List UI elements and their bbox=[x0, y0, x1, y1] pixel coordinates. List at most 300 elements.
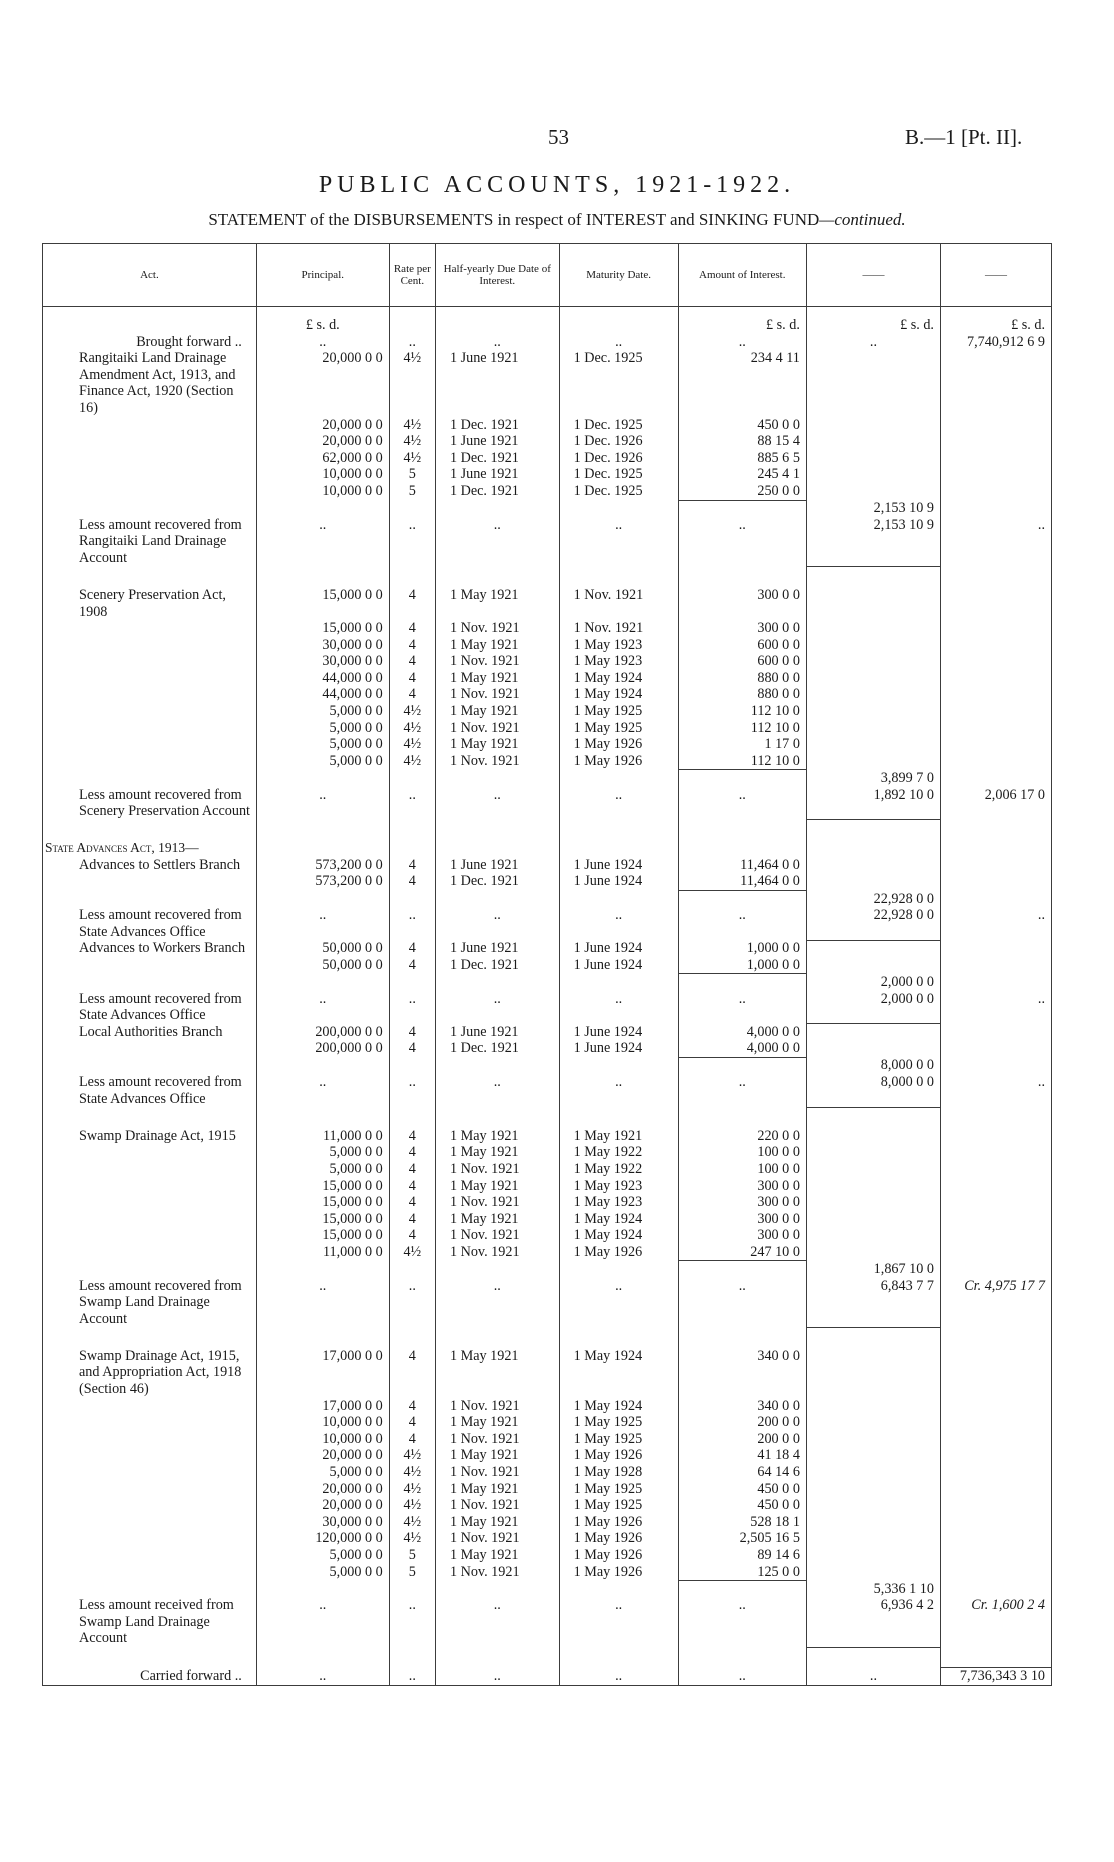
due-date-cell: 1 May 1921 bbox=[435, 670, 559, 687]
empty-cell bbox=[806, 1647, 940, 1668]
empty-cell bbox=[940, 1497, 1051, 1514]
maturity-cell: 1 June 1924 bbox=[559, 873, 678, 890]
spacer-row bbox=[43, 820, 1052, 841]
less-dots: .. bbox=[559, 1597, 678, 1647]
maturity-cell: 1 Dec. 1925 bbox=[559, 483, 678, 500]
empty-cell bbox=[435, 1581, 559, 1598]
subtotal-row bbox=[43, 974, 1052, 991]
table-row bbox=[43, 1040, 1052, 1057]
empty-cell bbox=[940, 736, 1051, 753]
rate-cell: 4 bbox=[389, 1144, 435, 1161]
rate-cell: 4 bbox=[389, 1414, 435, 1431]
principal-cell: 62,000 0 0 bbox=[256, 450, 389, 467]
rate-cell: 4½ bbox=[389, 703, 435, 720]
empty-cell bbox=[806, 1481, 940, 1498]
rate-cell: 5 bbox=[389, 1547, 435, 1564]
empty-cell bbox=[806, 1211, 940, 1228]
empty-cell bbox=[940, 670, 1051, 687]
principal-cell: 5,000 0 0 bbox=[256, 1144, 389, 1161]
cf-dots: .. bbox=[435, 1668, 559, 1686]
interest-cell: 4,000 0 0 bbox=[678, 1024, 806, 1041]
empty-cell bbox=[389, 1261, 435, 1278]
empty-cell bbox=[43, 1464, 257, 1481]
table-row bbox=[43, 433, 1052, 450]
rate-cell: 5 bbox=[389, 466, 435, 483]
maturity-cell: 1 May 1924 bbox=[559, 1227, 678, 1244]
maturity-cell: 1 May 1922 bbox=[559, 1161, 678, 1178]
spacer-row bbox=[43, 566, 1052, 587]
empty-cell bbox=[940, 770, 1051, 787]
empty-cell bbox=[678, 974, 806, 991]
less-recovered-label: Less amount recovered from State Advances Office bbox=[43, 991, 257, 1024]
cf-dots: .. bbox=[389, 1668, 435, 1686]
less-dots: .. bbox=[389, 1597, 435, 1647]
table-row bbox=[43, 1514, 1052, 1531]
empty-cell bbox=[806, 433, 940, 450]
maturity-cell: 1 Dec. 1925 bbox=[559, 417, 678, 434]
table-row bbox=[43, 1144, 1052, 1161]
less-recovered-label: Less amount recovered from Rangitaiki Land Drainage Account bbox=[43, 517, 257, 567]
empty-cell bbox=[43, 1194, 257, 1211]
due-date-cell: 1 May 1921 bbox=[435, 736, 559, 753]
empty-cell bbox=[806, 720, 940, 737]
rate-cell: 4 bbox=[389, 857, 435, 874]
less-recovered-amount: 2,000 0 0 bbox=[806, 991, 940, 1024]
empty-cell bbox=[43, 1481, 257, 1498]
less-dots: .. bbox=[256, 907, 389, 940]
due-date-cell: 1 Nov. 1921 bbox=[435, 1398, 559, 1415]
table-row bbox=[43, 857, 1052, 874]
due-date-cell: 1 Nov. 1921 bbox=[435, 653, 559, 670]
less-dots: .. bbox=[678, 1074, 806, 1107]
due-date-cell: 1 June 1921 bbox=[435, 1024, 559, 1041]
empty-cell bbox=[43, 670, 257, 687]
table-row bbox=[43, 686, 1052, 703]
empty-cell bbox=[678, 1647, 806, 1668]
interest-cell: 112 10 0 bbox=[678, 753, 806, 770]
rate-cell: 4 bbox=[389, 940, 435, 957]
subtotal-row bbox=[43, 1261, 1052, 1278]
spacer-row bbox=[43, 1647, 1052, 1668]
empty-cell bbox=[806, 1431, 940, 1448]
empty-cell bbox=[806, 1497, 940, 1514]
rate-cell: 4 bbox=[389, 957, 435, 974]
empty-cell bbox=[43, 1398, 257, 1415]
col-rate: Rate per Cent. bbox=[389, 244, 435, 307]
empty-cell bbox=[940, 686, 1051, 703]
subtotal-row bbox=[43, 770, 1052, 787]
less-recovered-row bbox=[43, 517, 1052, 567]
rate-cell: 4 bbox=[389, 1348, 435, 1398]
empty-cell bbox=[43, 433, 257, 450]
empty-cell bbox=[806, 1194, 940, 1211]
empty-cell bbox=[940, 1414, 1051, 1431]
interest-cell: 247 10 0 bbox=[678, 1244, 806, 1261]
interest-cell: 450 0 0 bbox=[678, 417, 806, 434]
rate-cell: 5 bbox=[389, 483, 435, 500]
due-date-cell: 1 June 1921 bbox=[435, 857, 559, 874]
maturity-cell: 1 May 1925 bbox=[559, 720, 678, 737]
interest-cell: 300 0 0 bbox=[678, 620, 806, 637]
interest-unit: £ s. d. bbox=[678, 317, 806, 334]
principal-cell: 20,000 0 0 bbox=[256, 350, 389, 416]
less-dots: .. bbox=[256, 1597, 389, 1647]
empty-cell bbox=[43, 1530, 257, 1547]
subtitle-continued: —continued. bbox=[819, 210, 906, 229]
less-dots: .. bbox=[389, 1278, 435, 1328]
rate-cell: 4 bbox=[389, 1398, 435, 1415]
section-act: Swamp Drainage Act, 1915, and Appropriation Act, 1918 (Section 46) bbox=[43, 1348, 257, 1398]
empty-cell bbox=[43, 1647, 257, 1668]
table-row bbox=[43, 1398, 1052, 1415]
rate-cell: 4½ bbox=[389, 1514, 435, 1531]
principal-cell: 50,000 0 0 bbox=[256, 957, 389, 974]
less-dots: .. bbox=[389, 787, 435, 820]
empty-cell bbox=[389, 840, 435, 857]
empty-cell bbox=[43, 450, 257, 467]
table-body bbox=[43, 307, 1052, 1686]
table-row bbox=[43, 417, 1052, 434]
interest-cell: 300 0 0 bbox=[678, 587, 806, 620]
empty-cell bbox=[43, 500, 257, 517]
rate-cell: 4½ bbox=[389, 1481, 435, 1498]
principal-cell: 5,000 0 0 bbox=[256, 753, 389, 770]
less-dots: .. bbox=[435, 1278, 559, 1328]
due-date-cell: 1 Nov. 1921 bbox=[435, 1464, 559, 1481]
empty-cell bbox=[389, 1647, 435, 1668]
empty-cell bbox=[678, 1327, 806, 1348]
maturity-cell: 1 May 1923 bbox=[559, 1194, 678, 1211]
interest-cell: 41 18 4 bbox=[678, 1447, 806, 1464]
principal-cell: 5,000 0 0 bbox=[256, 1547, 389, 1564]
rate-cell: 4 bbox=[389, 1194, 435, 1211]
rate-cell: 4 bbox=[389, 620, 435, 637]
less-dots: .. bbox=[559, 1074, 678, 1107]
col-subtotal: —— bbox=[806, 244, 940, 307]
empty-cell bbox=[559, 1581, 678, 1598]
disbursements-table bbox=[42, 243, 1052, 1686]
maturity-cell: 1 May 1925 bbox=[559, 1497, 678, 1514]
due-date-cell: 1 Nov. 1921 bbox=[435, 686, 559, 703]
interest-cell: 245 4 1 bbox=[678, 466, 806, 483]
table-row bbox=[43, 466, 1052, 483]
interest-cell: 340 0 0 bbox=[678, 1398, 806, 1415]
empty-cell bbox=[806, 637, 940, 654]
table-row bbox=[43, 1431, 1052, 1448]
interest-cell: 200 0 0 bbox=[678, 1414, 806, 1431]
section-act: Swamp Drainage Act, 1915 bbox=[43, 1128, 257, 1145]
table-row bbox=[43, 873, 1052, 890]
principal-cell: 17,000 0 0 bbox=[256, 1348, 389, 1398]
bf-dots: .. bbox=[435, 334, 559, 351]
empty-cell bbox=[43, 1211, 257, 1228]
empty-cell bbox=[806, 940, 940, 957]
due-date-cell: 1 June 1921 bbox=[435, 466, 559, 483]
page-number: 53 bbox=[548, 125, 569, 149]
interest-cell: 100 0 0 bbox=[678, 1161, 806, 1178]
empty-cell bbox=[435, 1261, 559, 1278]
empty-cell bbox=[435, 770, 559, 787]
empty-cell bbox=[940, 820, 1051, 841]
principal-cell: 20,000 0 0 bbox=[256, 1497, 389, 1514]
due-date-cell: 1 Dec. 1921 bbox=[435, 417, 559, 434]
less-recovered-label: Less amount received from Swamp Land Drainage Account bbox=[43, 1597, 257, 1647]
empty-cell bbox=[256, 566, 389, 587]
empty-cell bbox=[940, 1161, 1051, 1178]
empty-cell bbox=[940, 433, 1051, 450]
principal-cell: 20,000 0 0 bbox=[256, 433, 389, 450]
maturity-cell: 1 May 1926 bbox=[559, 753, 678, 770]
rate-cell: 4 bbox=[389, 1178, 435, 1195]
less-recovered-label: Less amount recovered from State Advances Office bbox=[43, 1074, 257, 1107]
empty-cell bbox=[389, 500, 435, 517]
empty-cell bbox=[940, 1647, 1051, 1668]
table-row bbox=[43, 1128, 1052, 1145]
empty-cell bbox=[389, 974, 435, 991]
maturity-cell: 1 May 1928 bbox=[559, 1464, 678, 1481]
interest-cell: 200 0 0 bbox=[678, 1431, 806, 1448]
empty-cell bbox=[389, 1057, 435, 1074]
principal-cell: 10,000 0 0 bbox=[256, 466, 389, 483]
principal-cell: 15,000 0 0 bbox=[256, 1178, 389, 1195]
empty-cell bbox=[940, 1057, 1051, 1074]
subtotal-amount: 2,153 10 9 bbox=[806, 500, 940, 517]
less-dots: .. bbox=[678, 907, 806, 940]
empty-cell bbox=[940, 1464, 1051, 1481]
principal-cell: 30,000 0 0 bbox=[256, 1514, 389, 1531]
col-interest: Amount of Interest. bbox=[678, 244, 806, 307]
maturity-cell: 1 May 1924 bbox=[559, 1211, 678, 1228]
rate-cell: 4½ bbox=[389, 1447, 435, 1464]
empty-cell bbox=[806, 1530, 940, 1547]
interest-cell: 2,505 16 5 bbox=[678, 1530, 806, 1547]
empty-cell bbox=[940, 653, 1051, 670]
empty-cell bbox=[43, 1431, 257, 1448]
empty-cell bbox=[806, 1024, 940, 1041]
principal-cell: 10,000 0 0 bbox=[256, 483, 389, 500]
principal-cell: 44,000 0 0 bbox=[256, 686, 389, 703]
interest-cell: 1,000 0 0 bbox=[678, 940, 806, 957]
empty-cell bbox=[43, 974, 257, 991]
subtotal-row bbox=[43, 1581, 1052, 1598]
empty-cell bbox=[806, 1244, 940, 1261]
empty-cell bbox=[806, 1547, 940, 1564]
less-dots: .. bbox=[435, 907, 559, 940]
empty-cell bbox=[806, 873, 940, 890]
due-date-cell: 1 Nov. 1921 bbox=[435, 1431, 559, 1448]
less-recovered-amount: 6,843 7 7 bbox=[806, 1278, 940, 1328]
table-row bbox=[43, 1161, 1052, 1178]
maturity-cell: 1 May 1925 bbox=[559, 1481, 678, 1498]
principal-cell: 20,000 0 0 bbox=[256, 417, 389, 434]
due-date-cell: 1 June 1921 bbox=[435, 433, 559, 450]
empty-cell bbox=[940, 1398, 1051, 1415]
empty-cell bbox=[43, 1261, 257, 1278]
empty-cell bbox=[806, 417, 940, 434]
rate-cell: 4 bbox=[389, 1128, 435, 1145]
interest-cell: 885 6 5 bbox=[678, 450, 806, 467]
less-dots: .. bbox=[389, 517, 435, 567]
rate-cell: 4 bbox=[389, 1431, 435, 1448]
less-dots: .. bbox=[559, 787, 678, 820]
section-title-row bbox=[43, 840, 1052, 857]
due-date-cell: 1 Dec. 1921 bbox=[435, 450, 559, 467]
empty-cell bbox=[43, 653, 257, 670]
due-date-cell: 1 May 1921 bbox=[435, 1144, 559, 1161]
empty-cell bbox=[806, 703, 940, 720]
empty-cell bbox=[43, 483, 257, 500]
less-recovered-amount: 8,000 0 0 bbox=[806, 1074, 940, 1107]
empty-cell bbox=[43, 1447, 257, 1464]
statement-subtitle bbox=[0, 210, 1114, 230]
bf-dots: .. bbox=[678, 334, 806, 351]
empty-cell bbox=[43, 1564, 257, 1581]
principal-cell: 50,000 0 0 bbox=[256, 940, 389, 957]
due-date-cell: 1 May 1921 bbox=[435, 1414, 559, 1431]
principal-cell: 30,000 0 0 bbox=[256, 637, 389, 654]
interest-cell: 450 0 0 bbox=[678, 1497, 806, 1514]
table-row bbox=[43, 1414, 1052, 1431]
table-row bbox=[43, 1178, 1052, 1195]
brought-forward-total: 7,740,912 6 9 bbox=[940, 334, 1051, 351]
empty-cell bbox=[806, 350, 940, 416]
table-row bbox=[43, 1024, 1052, 1041]
less-recovered-amount: 22,928 0 0 bbox=[806, 907, 940, 940]
maturity-cell: 1 Nov. 1921 bbox=[559, 587, 678, 620]
empty-cell bbox=[806, 1414, 940, 1431]
maturity-cell: 1 May 1924 bbox=[559, 686, 678, 703]
empty-cell bbox=[940, 957, 1051, 974]
empty-cell bbox=[806, 1178, 940, 1195]
due-date-cell: 1 May 1921 bbox=[435, 703, 559, 720]
interest-cell: 600 0 0 bbox=[678, 653, 806, 670]
section-act: Scenery Preservation Act, 1908 bbox=[43, 587, 257, 620]
due-date-cell: 1 Nov. 1921 bbox=[435, 1497, 559, 1514]
empty-cell bbox=[256, 1261, 389, 1278]
empty-cell bbox=[806, 566, 940, 587]
due-date-cell: 1 May 1921 bbox=[435, 1481, 559, 1498]
maturity-cell: 1 Dec. 1926 bbox=[559, 450, 678, 467]
interest-cell: 125 0 0 bbox=[678, 1564, 806, 1581]
empty-cell bbox=[559, 1057, 678, 1074]
subtotal-row bbox=[43, 1057, 1052, 1074]
maturity-cell: 1 June 1924 bbox=[559, 857, 678, 874]
maturity-cell: 1 May 1922 bbox=[559, 1144, 678, 1161]
principal-cell: 20,000 0 0 bbox=[256, 1447, 389, 1464]
due-date-cell: 1 May 1921 bbox=[435, 1348, 559, 1398]
due-date-cell: 1 May 1921 bbox=[435, 1547, 559, 1564]
rate-cell: 4 bbox=[389, 637, 435, 654]
table-row bbox=[43, 1547, 1052, 1564]
empty-cell bbox=[940, 1547, 1051, 1564]
maturity-cell: 1 May 1926 bbox=[559, 736, 678, 753]
less-recovered-amount: 2,153 10 9 bbox=[806, 517, 940, 567]
rate-cell: 4½ bbox=[389, 450, 435, 467]
empty-cell bbox=[806, 653, 940, 670]
bf-dots: .. bbox=[389, 334, 435, 351]
empty-cell bbox=[389, 1107, 435, 1128]
principal-cell: 20,000 0 0 bbox=[256, 1481, 389, 1498]
empty-cell bbox=[389, 770, 435, 787]
maturity-cell: 1 May 1926 bbox=[559, 1564, 678, 1581]
empty-cell bbox=[435, 1327, 559, 1348]
empty-cell bbox=[559, 840, 678, 857]
due-date-cell: 1 Nov. 1921 bbox=[435, 620, 559, 637]
principal-cell: 5,000 0 0 bbox=[256, 736, 389, 753]
rate-cell: 4 bbox=[389, 686, 435, 703]
empty-cell bbox=[940, 720, 1051, 737]
empty-cell bbox=[806, 1107, 940, 1128]
due-date-cell: 1 May 1921 bbox=[435, 1211, 559, 1228]
principal-cell: 15,000 0 0 bbox=[256, 1194, 389, 1211]
less-dots: .. bbox=[678, 1597, 806, 1647]
rate-cell: 4 bbox=[389, 1227, 435, 1244]
col-due-date: Half-yearly Due Date of Interest. bbox=[435, 244, 559, 307]
carried-forward-label: Carried forward .. bbox=[43, 1668, 257, 1686]
empty-cell bbox=[559, 891, 678, 908]
empty-cell bbox=[678, 770, 806, 787]
empty-cell bbox=[940, 566, 1051, 587]
empty-cell bbox=[940, 1244, 1051, 1261]
table-row bbox=[43, 1464, 1052, 1481]
subtotal-amount: 1,867 10 0 bbox=[806, 1261, 940, 1278]
bf-dots: .. bbox=[806, 334, 940, 351]
empty-cell bbox=[43, 1414, 257, 1431]
empty-cell bbox=[43, 620, 257, 637]
less-dots: .. bbox=[678, 1278, 806, 1328]
col-principal: Principal. bbox=[256, 244, 389, 307]
maturity-cell: 1 Dec. 1925 bbox=[559, 466, 678, 483]
spacer-row bbox=[43, 307, 1052, 318]
empty-cell bbox=[806, 820, 940, 841]
empty-cell bbox=[43, 820, 257, 841]
rate-cell: 4 bbox=[389, 873, 435, 890]
empty-cell bbox=[940, 500, 1051, 517]
principal-cell: 5,000 0 0 bbox=[256, 1464, 389, 1481]
empty-cell bbox=[940, 1227, 1051, 1244]
due-date-cell: 1 Nov. 1921 bbox=[435, 753, 559, 770]
less-recovered-amount: 1,892 10 0 bbox=[806, 787, 940, 820]
empty-cell bbox=[940, 1481, 1051, 1498]
empty-cell bbox=[389, 820, 435, 841]
less-dots: .. bbox=[435, 1597, 559, 1647]
less-dots: .. bbox=[435, 991, 559, 1024]
empty-cell bbox=[940, 1348, 1051, 1398]
less-dots: .. bbox=[435, 787, 559, 820]
empty-cell bbox=[43, 686, 257, 703]
principal-cell: 200,000 0 0 bbox=[256, 1024, 389, 1041]
table-row bbox=[43, 620, 1052, 637]
due-date-cell: 1 Nov. 1921 bbox=[435, 1244, 559, 1261]
due-date-cell: 1 Nov. 1921 bbox=[435, 720, 559, 737]
empty-cell bbox=[940, 417, 1051, 434]
empty-cell bbox=[806, 1398, 940, 1415]
empty-cell bbox=[43, 417, 257, 434]
table-row bbox=[43, 736, 1052, 753]
cf-dots: .. bbox=[806, 1668, 940, 1686]
interest-cell: 300 0 0 bbox=[678, 1227, 806, 1244]
empty-cell bbox=[940, 857, 1051, 874]
empty-cell bbox=[806, 857, 940, 874]
maturity-cell: 1 May 1925 bbox=[559, 1431, 678, 1448]
less-dots: .. bbox=[389, 991, 435, 1024]
principal-cell: 15,000 0 0 bbox=[256, 620, 389, 637]
empty-cell bbox=[43, 466, 257, 483]
maturity-cell: 1 May 1926 bbox=[559, 1530, 678, 1547]
empty-cell bbox=[435, 500, 559, 517]
empty-cell bbox=[806, 1161, 940, 1178]
due-date-cell: 1 Dec. 1921 bbox=[435, 1040, 559, 1057]
